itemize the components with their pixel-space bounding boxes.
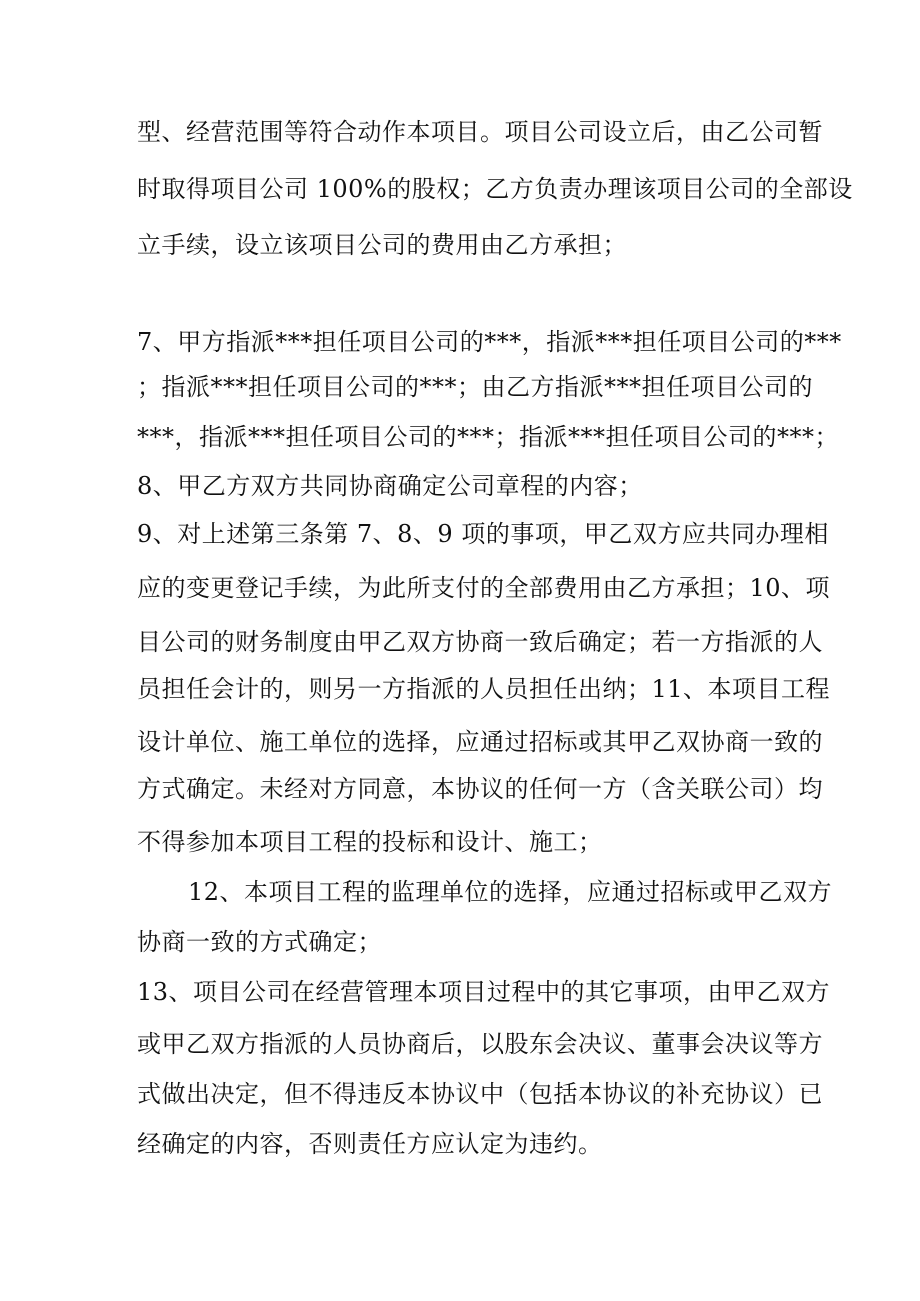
paragraph-line: 时取得项目公司 100%的股权；乙方负责办理该项目公司的全部设 bbox=[137, 175, 853, 203]
paragraph-line: 设计单位、施工单位的选择，应通过招标或其甲乙双协商一致的 bbox=[137, 728, 823, 756]
paragraph-line: 经确定的内容，否则责任方应认定为违约。 bbox=[137, 1130, 603, 1158]
paragraph-line: 应的变更登记手续，为此所支付的全部费用由乙方承担；10、项 bbox=[137, 574, 831, 602]
paragraph-line: 式做出决定，但不得违反本协议中（包括本协议的补充协议）已 bbox=[137, 1080, 823, 1108]
paragraph-line: 员担任会计的，则另一方指派的人员担任出纳；11、本项目工程 bbox=[137, 675, 831, 703]
paragraph-line: 9、对上述第三条第 7、8、9 项的事项，甲乙双方应共同办理相 bbox=[137, 520, 829, 548]
paragraph-line: ***，指派***担任项目公司的***；指派***担任项目公司的***； bbox=[137, 423, 839, 451]
paragraph-line: ；指派***担任项目公司的***；由乙方指派***担任项目公司的 bbox=[137, 373, 813, 401]
paragraph-line: 8、甲乙方双方共同协商确定公司章程的内容； bbox=[137, 472, 643, 500]
paragraph-line: 13、项目公司在经营管理本项目过程中的其它事项，由甲乙双方 bbox=[137, 978, 831, 1006]
paragraph-line: 方式确定。未经对方同意，本协议的任何一方（含关联公司）均 bbox=[137, 775, 823, 803]
paragraph-line: 不得参加本项目工程的投标和设计、施工； bbox=[137, 828, 603, 856]
paragraph-line: 或甲乙双方指派的人员协商后，以股东会决议、董事会决议等方 bbox=[137, 1030, 823, 1058]
paragraph-line: 目公司的财务制度由甲乙双方协商一致后确定；若一方指派的人 bbox=[137, 628, 823, 656]
paragraph-line: 7、甲方指派***担任项目公司的***，指派***担任项目公司的*** bbox=[137, 328, 842, 356]
paragraph-line: 协商一致的方式确定； bbox=[137, 928, 382, 956]
paragraph-line: 立手续，设立该项目公司的费用由乙方承担； bbox=[137, 231, 627, 259]
paragraph-line: 12、本项目工程的监理单位的选择，应通过招标或甲乙双方 bbox=[188, 878, 833, 906]
paragraph-line: 型、经营范围等符合动作本项目。项目公司设立后，由乙公司暂 bbox=[137, 118, 823, 146]
